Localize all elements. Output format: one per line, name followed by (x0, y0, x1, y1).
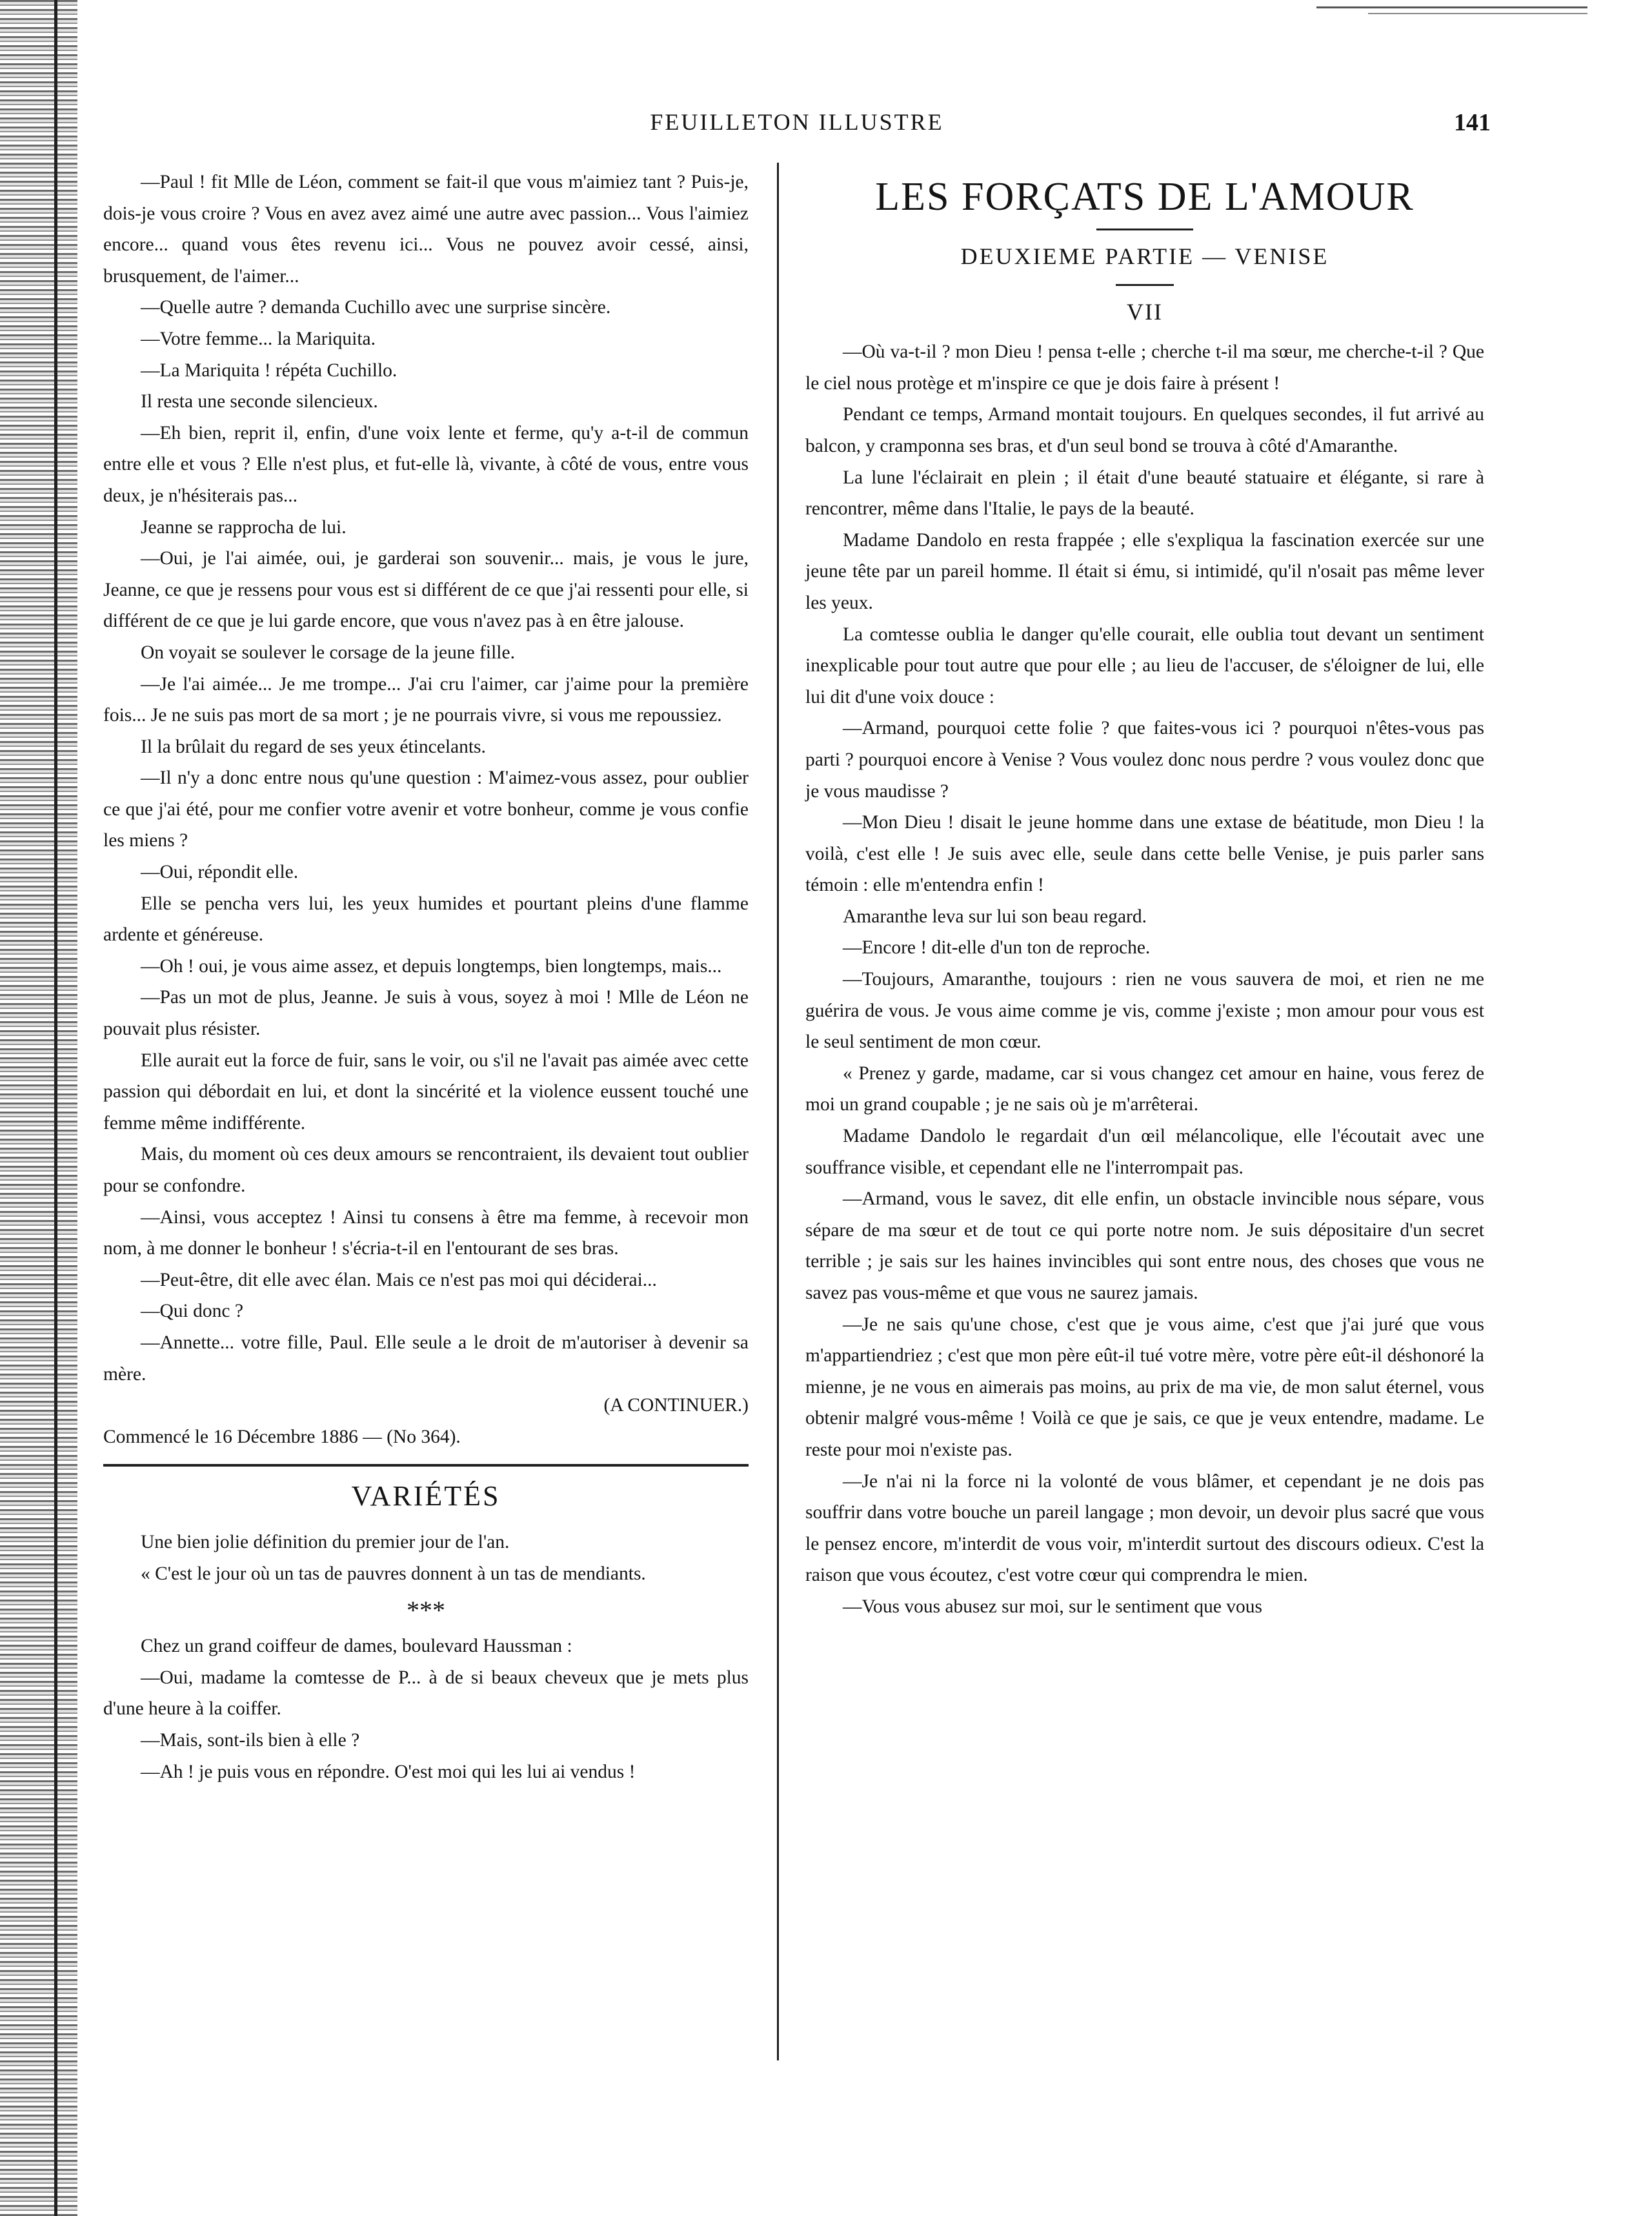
binding-line (54, 0, 57, 2216)
part-rule (1116, 284, 1174, 286)
paragraph: On voyait se soulever le corsage de la jeune fille. (141, 642, 515, 663)
column-divider (777, 163, 779, 2060)
paragraph: —Oh ! oui, je vous aime assez, et depuis longtemps, bien longtemps, mais... (141, 955, 722, 977)
part-heading: DEUXIEME PARTIE — VENISE (960, 243, 1329, 269)
page-header (103, 108, 1491, 147)
right-column (805, 167, 1484, 1623)
asterism: *** (407, 1596, 445, 1625)
paragraph: —Armand, pourquoi cette folie ? que faites-vous ici ? pourquoi n'êtes-vous pas parti ? pourquoi encore à Venise ? Vous voulez donc nous perdre ? vous voulez donc que je vous maudisse ? (805, 718, 1484, 802)
varietes-paragraph: Une bien jolie définition du premier jour de l'an. (141, 1531, 510, 1552)
paragraph: —Eh bien, reprit il, enfin, d'une voix lente et ferme, qu'y a-t-il de commun entre elle et vous ? Elle n'est plus, et fut-elle là, vivante, à côté de vous, entre vous deux, je n'hésiterais pas... (103, 422, 749, 506)
running-head: FEUILLETON ILLUSTRE (650, 109, 944, 135)
continuation-note: (A CONTINUER.) (603, 1395, 749, 1416)
paragraph: —Armand, vous le savez, dit elle enfin, un obstacle invincible nous sépare, vous sépare de ma sœur et de tout ce qui porte notre nom. Je suis dépositaire d'un secret terrible ; je sais sur les haines invincibles qui sont entre nous, des choses que vous ne savez pas vous-même et que vous ne saurez jamais. (805, 1188, 1484, 1303)
varietes-paragraph: —Mais, sont-ils bien à elle ? (141, 1729, 360, 1751)
paragraph: —Ainsi, vous acceptez ! Ainsi tu consens à être ma femme, à recevoir mon nom, à me donner le bonheur ! s'écria-t-il en l'entourant de ses bras. (103, 1206, 749, 1259)
section-rule (103, 1464, 749, 1467)
paragraph: —Peut-être, dit elle avec élan. Mais ce n'est pas moi qui déciderai... (141, 1269, 657, 1290)
paragraph: —Oui, répondit elle. (141, 862, 299, 883)
varietes-paragraph: « C'est le jour où un tas de pauvres donnent à un tas de mendiants. (141, 1563, 646, 1584)
paragraph: —Pas un mot de plus, Jeanne. Je suis à vous, soyez à moi ! Mlle de Léon ne pouvait plus résister. (103, 987, 749, 1040)
paragraph: —Quelle autre ? demanda Cuchillo avec une surprise sincère. (141, 297, 611, 318)
commenced-note: Commencé le 16 Décembre 1886 — (No 364). (103, 1426, 461, 1447)
paragraph: —Où va-t-il ? mon Dieu ! pensa t-elle ; cherche t-il ma sœur, me cherche-t-il ? Que le ciel nous protège et m'inspire ce que je dois faire à présent ! (805, 341, 1484, 394)
paragraph: —Encore ! dit-elle d'un ton de reproche. (843, 937, 1151, 959)
story-text (805, 336, 1484, 1622)
paragraph: —Je n'ai ni la force ni la volonté de vous blâmer, et cependant je ne dois pas souffrir dans votre bouche un pareil langage ; mon devoir, un devoir plus sacré que vous le pensez encore, m'interdit de vous voir, m'interdit surtout des discours odieux. C'est la raison que vous écoutez, c'est votre cœur qui comprendra le mien. (805, 1470, 1484, 1586)
varietes-paragraph: Chez un grand coiffeur de dames, boulevard Haussman : (141, 1636, 572, 1657)
paragraph: Il resta une seconde silencieux. (141, 391, 378, 412)
left-column (103, 167, 749, 1787)
page-number: 141 (1454, 109, 1491, 136)
paragraph: —Qui donc ? (141, 1301, 243, 1322)
paragraph: La lune l'éclairait en plein ; il était d'une beauté statuaire et élégante, si rare à rencontrer, même dans l'Italie, le pays de la beauté. (805, 467, 1484, 520)
story-text (103, 167, 749, 1390)
chapter-number: VII (1127, 298, 1163, 325)
varietes-paragraph: —Oui, madame la comtesse de P... à de si beaux cheveux que je mets plus d'une heure à la coiffer. (103, 1667, 749, 1720)
paragraph: Pendant ce temps, Armand montait toujours. En quelques secondes, il fut arrivé au balcon, y cramponna ses bras, et d'un seul bond se trouva à côté d'Amaranthe. (805, 404, 1484, 456)
paragraph: —Toujours, Amaranthe, toujours : rien ne vous sauvera de moi, et rien ne me guérira de vous. Je vous aime comme je vis, comme j'existe ; mon amour pour vous est le seul sentiment de mon cœur. (805, 969, 1484, 1053)
paragraph: —Je l'ai aimée... Je me trompe... J'ai cru l'aimer, car j'aime pour la première fois... Je ne suis pas mort de sa mort ; je ne pourrais vivre, si vous me repoussiez. (103, 673, 749, 726)
paragraph: Elle aurait eut la force de fuir, sans le voir, ou s'il ne l'avait pas aimée avec cette passion qui débordait en lui, et dont la sincérité et la violence eussent touché une femme même indifférente. (103, 1050, 749, 1133)
top-margin-rule-2 (1368, 13, 1587, 14)
paragraph: Il la brûlait du regard de ses yeux étincelants. (141, 736, 486, 757)
paragraph: —Je ne sais qu'une chose, c'est que je vous aime, c'est que j'ai juré que vous m'appartiendriez ; c'est que mon père eût-il tué votre mère, votre père eût-il déshonoré la mienne, je ne vous en aimerais pas moins, au prix de ma vie, de mon salut éternel, vous obtenir malgré vous-même ! Voilà ce que je sais, ce que je veux entendre, madame. Le reste pour moi n'existe pas. (805, 1314, 1484, 1460)
paragraph: —Annette... votre fille, Paul. Elle seule a le droit de m'autoriser à devenir sa mère. (103, 1332, 749, 1385)
paragraph: « Prenez y garde, madame, car si vous changez cet amour en haine, vous ferez de moi un grand coupable ; je ne sais où je m'arrêterai. (805, 1062, 1484, 1115)
top-margin-rule (1316, 6, 1587, 8)
paragraph: La comtesse oublia le danger qu'elle courait, elle oublia tout devant un sentiment inexplicable pour tout autre que pour elle ; au lieu de l'accuser, de s'éloigner de lui, elle lui dit d'une voix douce : (805, 624, 1484, 707)
varietes-title: VARIÉTÉS (351, 1480, 501, 1512)
paragraph: Madame Dandolo le regardait d'un œil mélancolique, elle l'écoutait avec une souffrance visible, et cependant elle ne l'interrompait pas. (805, 1126, 1484, 1178)
paragraph: Amaranthe leva sur lui son beau regard. (843, 906, 1147, 927)
paragraph: —Paul ! fit Mlle de Léon, comment se fait-il que vous m'aimiez tant ? Puis-je, dois-je vous croire ? Vous en avez avez aimé une autre avec passion... Vous l'aimiez encore... quand vous êtes revenu ici... Vous ne pouvez avoir cessé, ainsi, brusquement, de l'aimer... (103, 172, 749, 287)
paragraph: Elle se pencha vers lui, les yeux humides et pourtant pleins d'une flamme ardente et généreuse. (103, 893, 749, 946)
story-title: LES FORÇATS DE L'AMOUR (875, 175, 1415, 219)
page-binding-edge (0, 0, 77, 2216)
paragraph: —Mon Dieu ! disait le jeune homme dans une extase de béatitude, mon Dieu ! la voilà, c'est elle ! Je suis avec elle, seule dans cette belle Venise, je puis parler sans témoin : elle m'entendra enfin ! (805, 812, 1484, 896)
paragraph: —Il n'y a donc entre nous qu'une question : M'aimez-vous assez, pour oublier ce que j'ai été, pour me confier votre avenir et votre bonheur, comme je vous confie les miens ? (103, 767, 749, 851)
paragraph: —La Mariquita ! répéta Cuchillo. (141, 360, 398, 381)
paragraph: —Vous vous abusez sur moi, sur le sentiment que vous (843, 1596, 1263, 1617)
paragraph: —Oui, je l'ai aimée, oui, je garderai son souvenir... mais, je vous le jure, Jeanne, ce que je ressens pour vous est si différent de ce que j'ai ressenti pour elle, si différent de ce que je lui garde encore, que vous n'avez pas à en être jalouse. (103, 548, 749, 632)
paragraph: Jeanne se rapprocha de lui. (141, 516, 347, 538)
title-rule (1096, 229, 1193, 230)
paragraph: —Votre femme... la Mariquita. (141, 328, 376, 349)
varietes-paragraph: —Ah ! je puis vous en répondre. O'est moi qui les lui ai vendus ! (141, 1761, 636, 1782)
paragraph: Madame Dandolo en resta frappée ; elle s'expliqua la fascination exercée sur une jeune tête par un pareil homme. Il était si ému, si intimidé, qu'il n'osait pas même lever les yeux. (805, 529, 1484, 613)
paragraph: Mais, du moment où ces deux amours se rencontraient, ils devaient tout oublier pour se confondre. (103, 1144, 749, 1196)
